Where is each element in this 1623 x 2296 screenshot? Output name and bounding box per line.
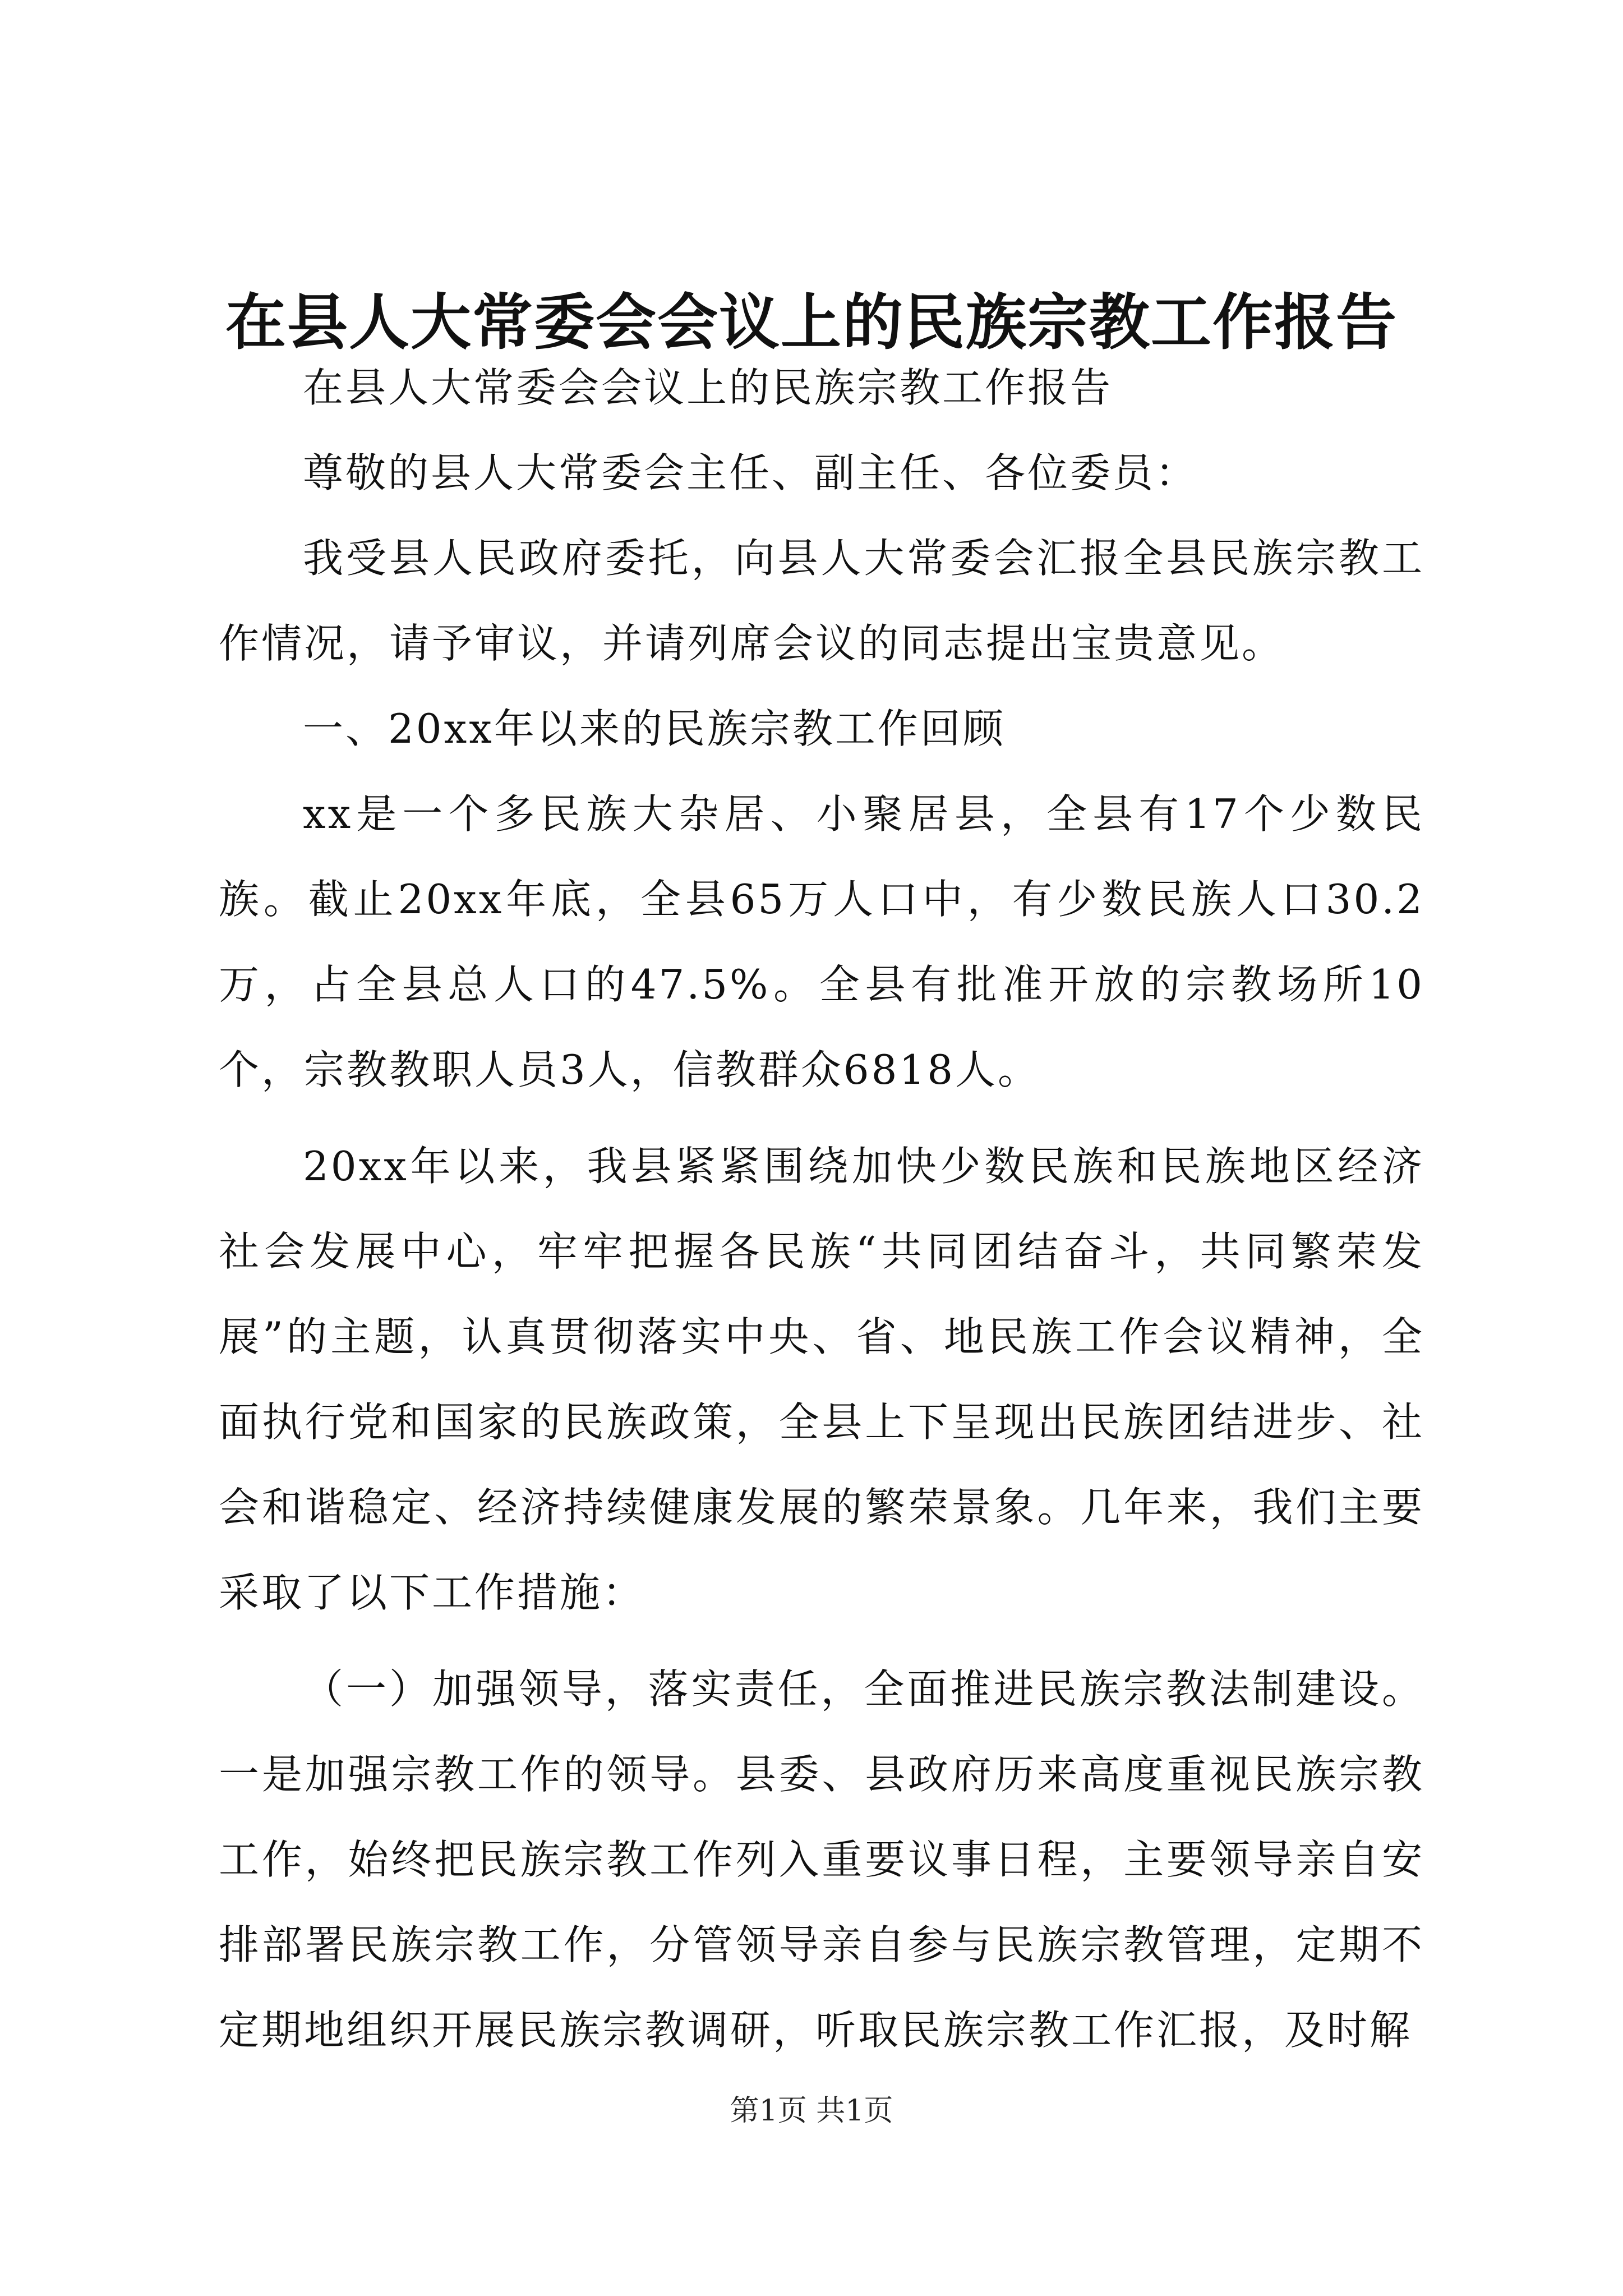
document-body (219, 345, 1424, 2073)
section-heading-review: 一、20xx年以来的民族宗教工作回顾 (303, 705, 1006, 752)
salutation: 尊敬的县人大常委会主任、副主任、各位委员： (303, 449, 1198, 496)
overview-paragraph: xx是一个多民族大杂居、小聚居县，全县有17个少数民族。截止20xx年底，全县65万人口中，有少数民族人口30.2万，占全县总人口的47.5%。全县有批准开放的宗教场所10个，宗教教职人员3人，信教群众6818人。 (219, 790, 1424, 1093)
page-footer: 第1页 共1页 (730, 2094, 893, 2128)
measure-one-paragraph: （一）加强领导，落实责任，全面推进民族宗教法制建设。一是加强宗教工作的领导。县委、县政府历来高度重视民族宗教工作，始终把民族宗教工作列入重要议事日程，主要领导亲自安排部署民族宗教工作，分管领导亲自参与民族宗教管理，定期不定期地组织开展民族宗教调研，听取民族宗教工作汇报，及时解 (219, 1665, 1424, 2054)
progress-paragraph: 20xx年以来，我县紧紧围绕加快少数民族和民族地区经济社会发展中心，牢牢把握各民族“共同团结奋斗，共同繁荣发展”的主题，认真贯彻落实中央、省、地民族工作会议精神，全面执行党和国家的民族政策，全县上下呈现出民族团结进步、社会和谐稳定、经济持续健康发展的繁荣景象。几年来，我们主要采取了以下工作措施： (219, 1143, 1424, 1616)
intro-paragraph: 我受县人民政府委托，向县人大常委会汇报全县民族宗教工作情况，请予审议，并请列席会议的同志提出宝贵意见。 (219, 535, 1424, 667)
body-subtitle: 在县人大常委会会议上的民族宗教工作报告 (303, 364, 1113, 411)
document-title: 在县人大常委会会议上的民族宗教工作报告 (225, 287, 1398, 358)
